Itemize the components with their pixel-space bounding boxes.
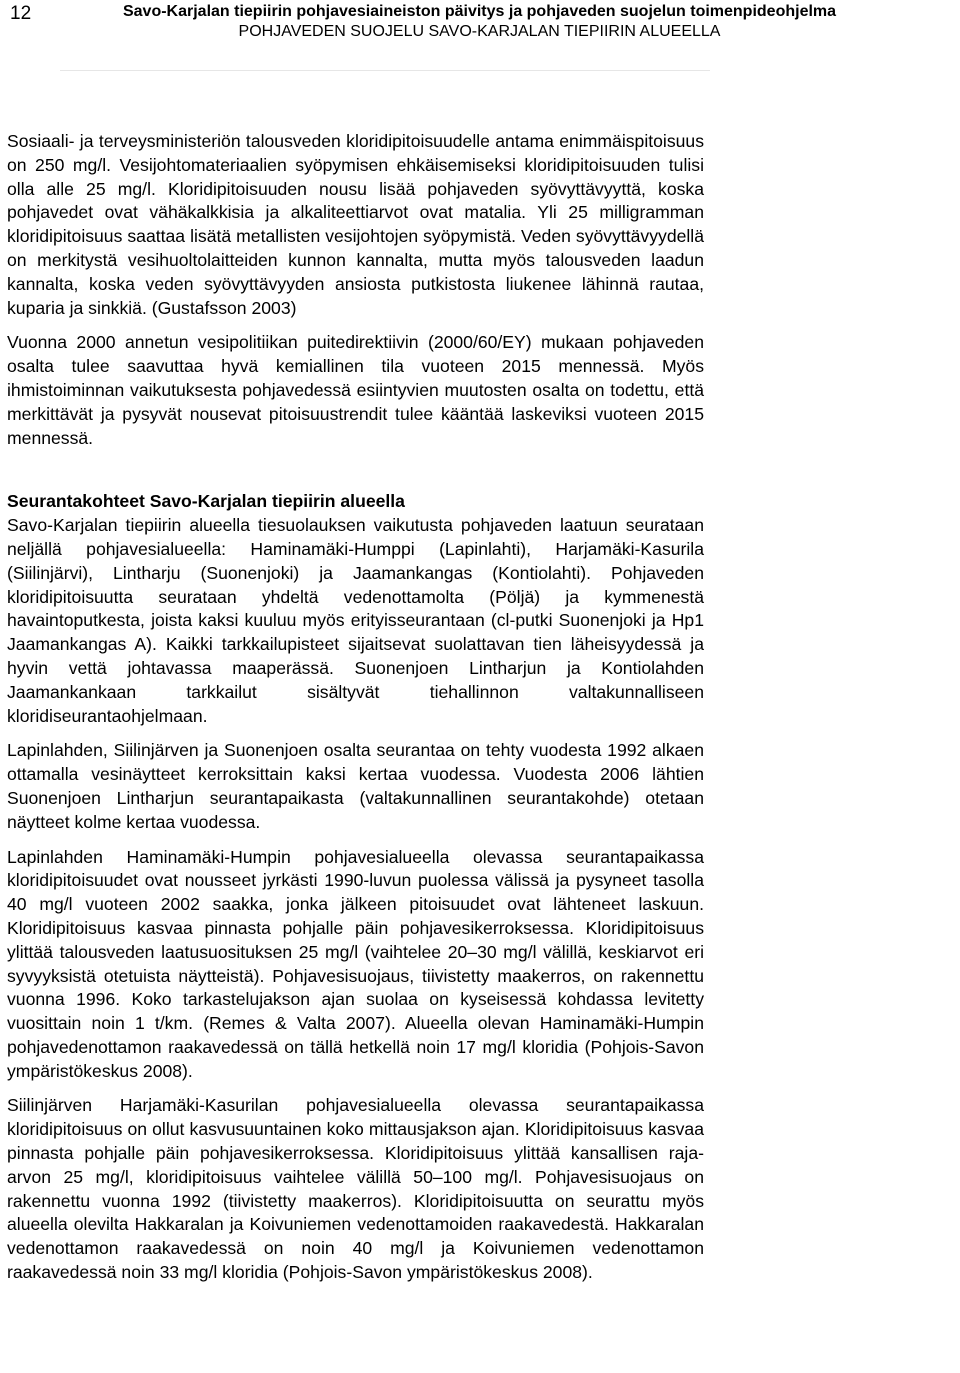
paragraph: Siilinjärven Harjamäki-Kasurilan pohjavesialueella olevassa seurantapaikassa kloridipitoisuus on ollut kasvusuuntainen koko mittausjakson ajan. Kloridipitoisuus kasvaa pinnasta pohjalle päin pohjavesikerroksessa. Kloridipitoisuus ylittää kansallisen raja-arvon 25 mg/l, kloridipitoisuus vaihtelee välillä 50–100 mg/l. Pohjavesisuojaus on rakennettu vuonna 1992 (tiivistetty maakerros). Kloridipitoisuutta on seurattu myös alueella olevilta Hakkaralan ja Koivuniemen vedenottamoiden raakavedestä. Hakkaralan vedenottamon raakavedessä on noin 40 mg/l ja Koivuniemen vedenottamon raakavedessä noin 33 mg/l kloridia (Pohjois-Savon ympäristökeskus 2008). xyxy=(7,1095,704,1283)
page-number: 12 xyxy=(10,3,32,24)
chapter-title: POHJAVEDEN SUOJELU SAVO-KARJALAN TIEPIIRIN ALUEELLA xyxy=(238,23,721,40)
paragraph: Lapinlahden Haminamäki-Humpin pohjavesialueella olevassa seurantapaikassa kloridipitoisuudet ovat nousseet jyrkästi 1990-luvun puolessa välissä ja pysyneet tasolla 40 mg/l vuoteen 2002 saakka, jonka jälkeen pitoisuudet ovat lähteneet laskuun. Kloridipitoisuus kasvaa pinnasta pohjalle päin pohjavesikerroksessa. Kloridipitoisuus ylittää talousveden laatusuosituksen 25 mg/l (vaihtelee 20–30 mg/l välillä, keskiarvot eri syvyyksistä otetuista näytteistä). Pohjavesisuojaus, tiivistetty maakerros, on rakennettu vuonna 1996. Koko tarkastelujakson ajan suolaa on kyseisessä kohdassa levitetty vuosittain noin 1 t/km. (Remes & Valta 2007). Alueella olevan Haminamäki-Humpin pohjavedenottamon raakavedessä on tällä hetkellä noin 17 mg/l kloridia (Pohjois-Savon ympäristökeskus 2008). xyxy=(7,846,704,1081)
page-header xyxy=(0,0,960,70)
paragraph: Savo-Karjalan tiepiirin alueella tiesuolauksen vaikutusta pohjaveden laatuun seurataan neljällä pohjavesialueella: Haminamäki-Humppi (Lapinlahti), Harjamäki-Kasurila (Siilinjärvi), Lintharju (Suonenjoki) ja Jaamankangas (Kontiolahti). Pohjaveden kloridipitoisuutta seurataan yhdeltä vedenottamolta (Pöljä) ja kymmenestä havaintoputkesta, joista kaksi kuuluu myös erityisseurantaan (cl-putki Suonenjoki ja Hp1 Jaamankangas A). Kaikki tarkkailupisteet sijaitsevat suolattavan tien läheisyydessä ja hyvin vettä johtavassa maaperässä. Suonenjoen Lintharjun ja Kontiolahden Jaamankankaan tarkkailut sisältyvät tiehallinnon valtakunnalliseen kloridiseurantaohjelmaan. xyxy=(7,515,704,726)
page-body xyxy=(7,130,704,1296)
paragraph: Vuonna 2000 annetun vesipolitiikan puitedirektiivin (2000/60/EY) mukaan pohjaveden osalta tulee saavuttaa hyvä kemiallinen tila vuoteen 2015 mennessä. Myös ihmistoiminnan vaikutuksesta pohjavedessä esiintyvien muutosten osalta on todettu, että merkittävät ja pysyvät nousevat pitoisuustrendit tulee kääntää laskeviksi vuoteen 2015 mennessä. xyxy=(7,332,704,448)
section-heading: Seurantakohteet Savo-Karjalan tiepiirin alueella xyxy=(7,491,405,512)
running-header xyxy=(112,2,847,42)
paragraph: Lapinlahden, Siilinjärven ja Suonenjoen osalta seurantaa on tehty vuodesta 1992 alkaen ottamalla vesinäytteet kerroksittain kaksi kertaa vuodessa. Vuodesta 2006 lähtien Suonenjoen Lintharjun seurantapaikasta (valtakunnallinen seurantakohde) otetaan näytteet kolme kertaa vuodessa. xyxy=(7,740,704,832)
header-divider xyxy=(60,70,710,71)
document-title: Savo-Karjalan tiepiirin pohjavesiaineiston päivitys ja pohjaveden suojelun toimenpideohjelma xyxy=(122,3,837,20)
paragraph: Sosiaali- ja terveysministeriön talousveden kloridipitoisuudelle antama enimmäispitoisuus on 250 mg/l. Vesijohtomateriaalien syöpymisen ehkäisemiseksi kloridipitoisuuden tulisi olla alle 25 mg/l. Kloridipitoisuuden nousu lisää pohjaveden syövyttävyyttä, koska pohjavedet ovat vähäkalkkisia ja alkaliteettiarvot ovat matalia. Yli 25 milligramman kloridipitoisuus saattaa lisätä metallisten vesijohtojen syöpymistä. Veden syövyttävyydellä on merkitystä vesihuoltolaitteiden kunnon kannalta, mutta myös talousveden laadun kannalta, koska veden syövyttävyyden ansiosta putkistosta liukenee lähinnä rautaa, kuparia ja sinkkiä. (Gustafsson 2003) xyxy=(7,131,704,318)
